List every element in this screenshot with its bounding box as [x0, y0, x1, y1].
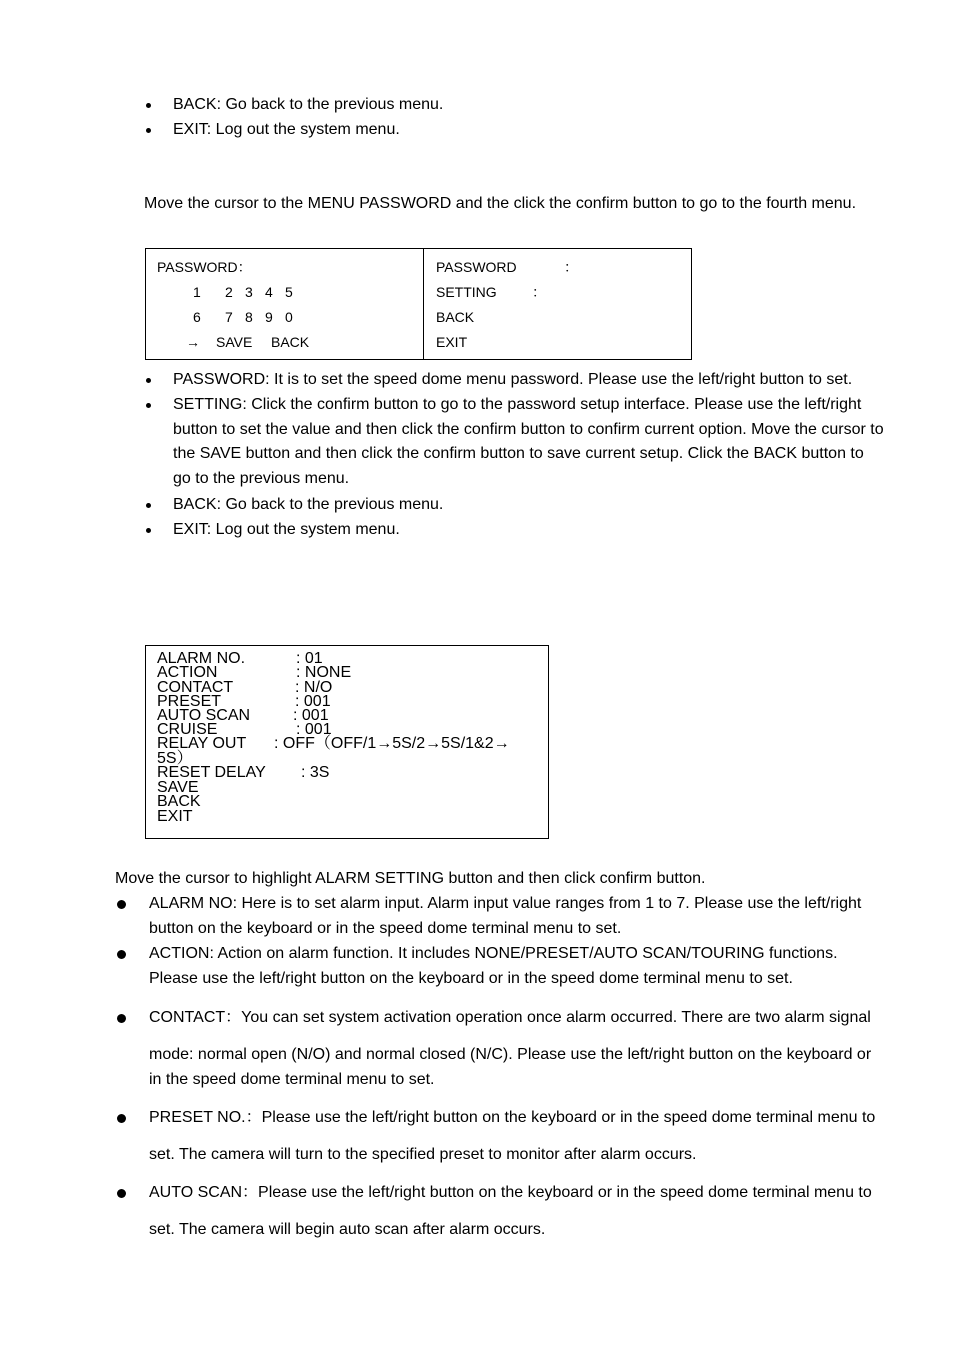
alarm-row-auto-scan-value: : 001 — [293, 707, 329, 724]
bullet-solid-icon — [117, 900, 126, 909]
password-save-label: SAVE — [216, 334, 253, 350]
alarm-row-save: SAVE — [157, 779, 199, 796]
alarm-setting-menu — [145, 645, 549, 839]
bullet-dot-icon — [146, 503, 151, 508]
auto-scan-line2: set. The camera will begin auto scan after alarm occurs. — [149, 1221, 546, 1238]
table-divider — [423, 249, 424, 359]
alarm-row-action-label: ACTION — [157, 664, 218, 681]
alarm-row-alarm-no-label: ALARM NO. — [157, 650, 246, 667]
alarm-row-preset-label: PRESET — [157, 693, 222, 710]
digit-3: 3 — [245, 284, 253, 300]
alarm-row-relay-out-value: : OFF（OFF/1→5S/2→5S/1&2→ — [274, 735, 510, 752]
digit-7: 7 — [225, 309, 233, 325]
menu-password-intro: Move the cursor to the MENU PASSWORD and the click the confirm button to go to the fourth menu. — [144, 195, 857, 212]
bullet-dot-icon — [146, 378, 151, 383]
password-back-label: BACK — [271, 334, 310, 350]
right-item-back: BACK — [436, 309, 475, 325]
password-menu-table — [145, 248, 692, 360]
alarm-row-alarm-no-value: : 01 — [296, 650, 323, 667]
bullet-solid-icon — [117, 1189, 126, 1198]
bullet-setting-line2: button to set the value and then click the confirm button to confirm current option. Move the cursor to — [173, 421, 884, 438]
preset-no-line2: set. The camera will turn to the specified preset to monitor after alarm occurs. — [149, 1146, 697, 1163]
auto-scan-line1: AUTO SCAN：Please use the left/right button on the keyboard or in the speed dome terminal menu to — [149, 1184, 872, 1201]
bullet-back: BACK: Go back to the previous menu. — [173, 496, 444, 513]
action-line1: ACTION: Action on alarm function. It includes NONE/PRESET/AUTO SCAN/TOURING functions. — [149, 945, 838, 962]
contact-line2: mode: normal open (N/O) and normal closed (N/C). Please use the left/right button on the keyboard or — [149, 1046, 872, 1063]
right-item-password-colon: ： — [564, 259, 578, 275]
right-item-setting-colon: ： — [532, 284, 546, 300]
digit-2: 2 — [225, 284, 233, 300]
bullet-dot-icon — [146, 528, 151, 533]
alarm-row-relay-out-continued: 5S） — [157, 750, 193, 767]
contact-line3: in the speed dome terminal menu to set. — [149, 1071, 435, 1088]
digit-5: 5 — [285, 284, 293, 300]
bullet-dot-icon — [146, 103, 151, 108]
bullet-solid-icon — [117, 1014, 126, 1023]
alarm-row-exit: EXIT — [157, 808, 193, 825]
bullet-setting-line3: the SAVE button and then click the confirm button to save current setup. Click the BACK button to — [173, 445, 864, 462]
alarm-row-contact-value: : N/O — [295, 679, 333, 696]
digit-4: 4 — [265, 284, 273, 300]
contact-line1: CONTACT：You can set system activation operation once alarm occurred. There are two alarm signal — [149, 1009, 871, 1026]
preset-no-line1: PRESET NO.：Please use the left/right button on the keyboard or in the speed dome terminal menu to — [149, 1109, 876, 1126]
alarm-row-cruise-value: : 001 — [296, 721, 332, 738]
alarm-no-line1: ALARM NO: Here is to set alarm input. Alarm input value ranges from 1 to 7. Please use the left/right — [149, 895, 862, 912]
digit-1: 1 — [193, 284, 201, 300]
bullet-dot-icon — [146, 403, 151, 408]
alarm-row-auto-scan-label: AUTO SCAN — [157, 707, 251, 724]
alarm-no-line2: button on the keyboard or in the speed dome terminal menu to set. — [149, 920, 622, 937]
digit-9: 9 — [265, 309, 273, 325]
alarm-row-action-value: : NONE — [296, 664, 352, 681]
digit-8: 8 — [245, 309, 253, 325]
bullet-dot-icon — [146, 128, 151, 133]
alarm-setting-intro: Move the cursor to highlight ALARM SETTING button and then click confirm button. — [115, 870, 706, 887]
alarm-row-cruise-label: CRUISE — [157, 721, 218, 738]
alarm-row-preset-value: : 001 — [295, 693, 331, 710]
digit-0: 0 — [285, 309, 293, 325]
arrow-right-icon: → — [186, 334, 200, 350]
alarm-row-reset-delay-label: RESET DELAY — [157, 764, 266, 781]
bullet-solid-icon — [117, 1114, 126, 1123]
right-item-exit: EXIT — [436, 334, 468, 350]
alarm-row-contact-label: CONTACT — [157, 679, 234, 696]
alarm-row-back: BACK — [157, 793, 201, 810]
bullet-text-exit: EXIT: Log out the system menu. — [173, 121, 400, 138]
action-line2: Please use the left/right button on the keyboard or in the speed dome terminal menu to set. — [149, 970, 793, 987]
bullet-password: PASSWORD: It is to set the speed dome menu password. Please use the left/right button to set. — [173, 371, 853, 388]
digit-6: 6 — [193, 309, 201, 325]
bullet-solid-icon — [117, 950, 126, 959]
right-item-setting: SETTING — [436, 284, 497, 300]
password-cell-title: PASSWORD： — [157, 259, 252, 275]
alarm-row-reset-delay-value: : 3S — [301, 764, 330, 781]
bullet-setting-line4: go to the previous menu. — [173, 470, 350, 487]
bullet-text-back: BACK: Go back to the previous menu. — [173, 96, 444, 113]
bullet-setting-line1: SETTING: Click the confirm button to go to the password setup interface. Please use the left/right — [173, 396, 862, 413]
alarm-row-relay-out-label: RELAY OUT — [157, 735, 247, 752]
bullet-exit: EXIT: Log out the system menu. — [173, 521, 400, 538]
right-item-password: PASSWORD — [436, 259, 517, 275]
